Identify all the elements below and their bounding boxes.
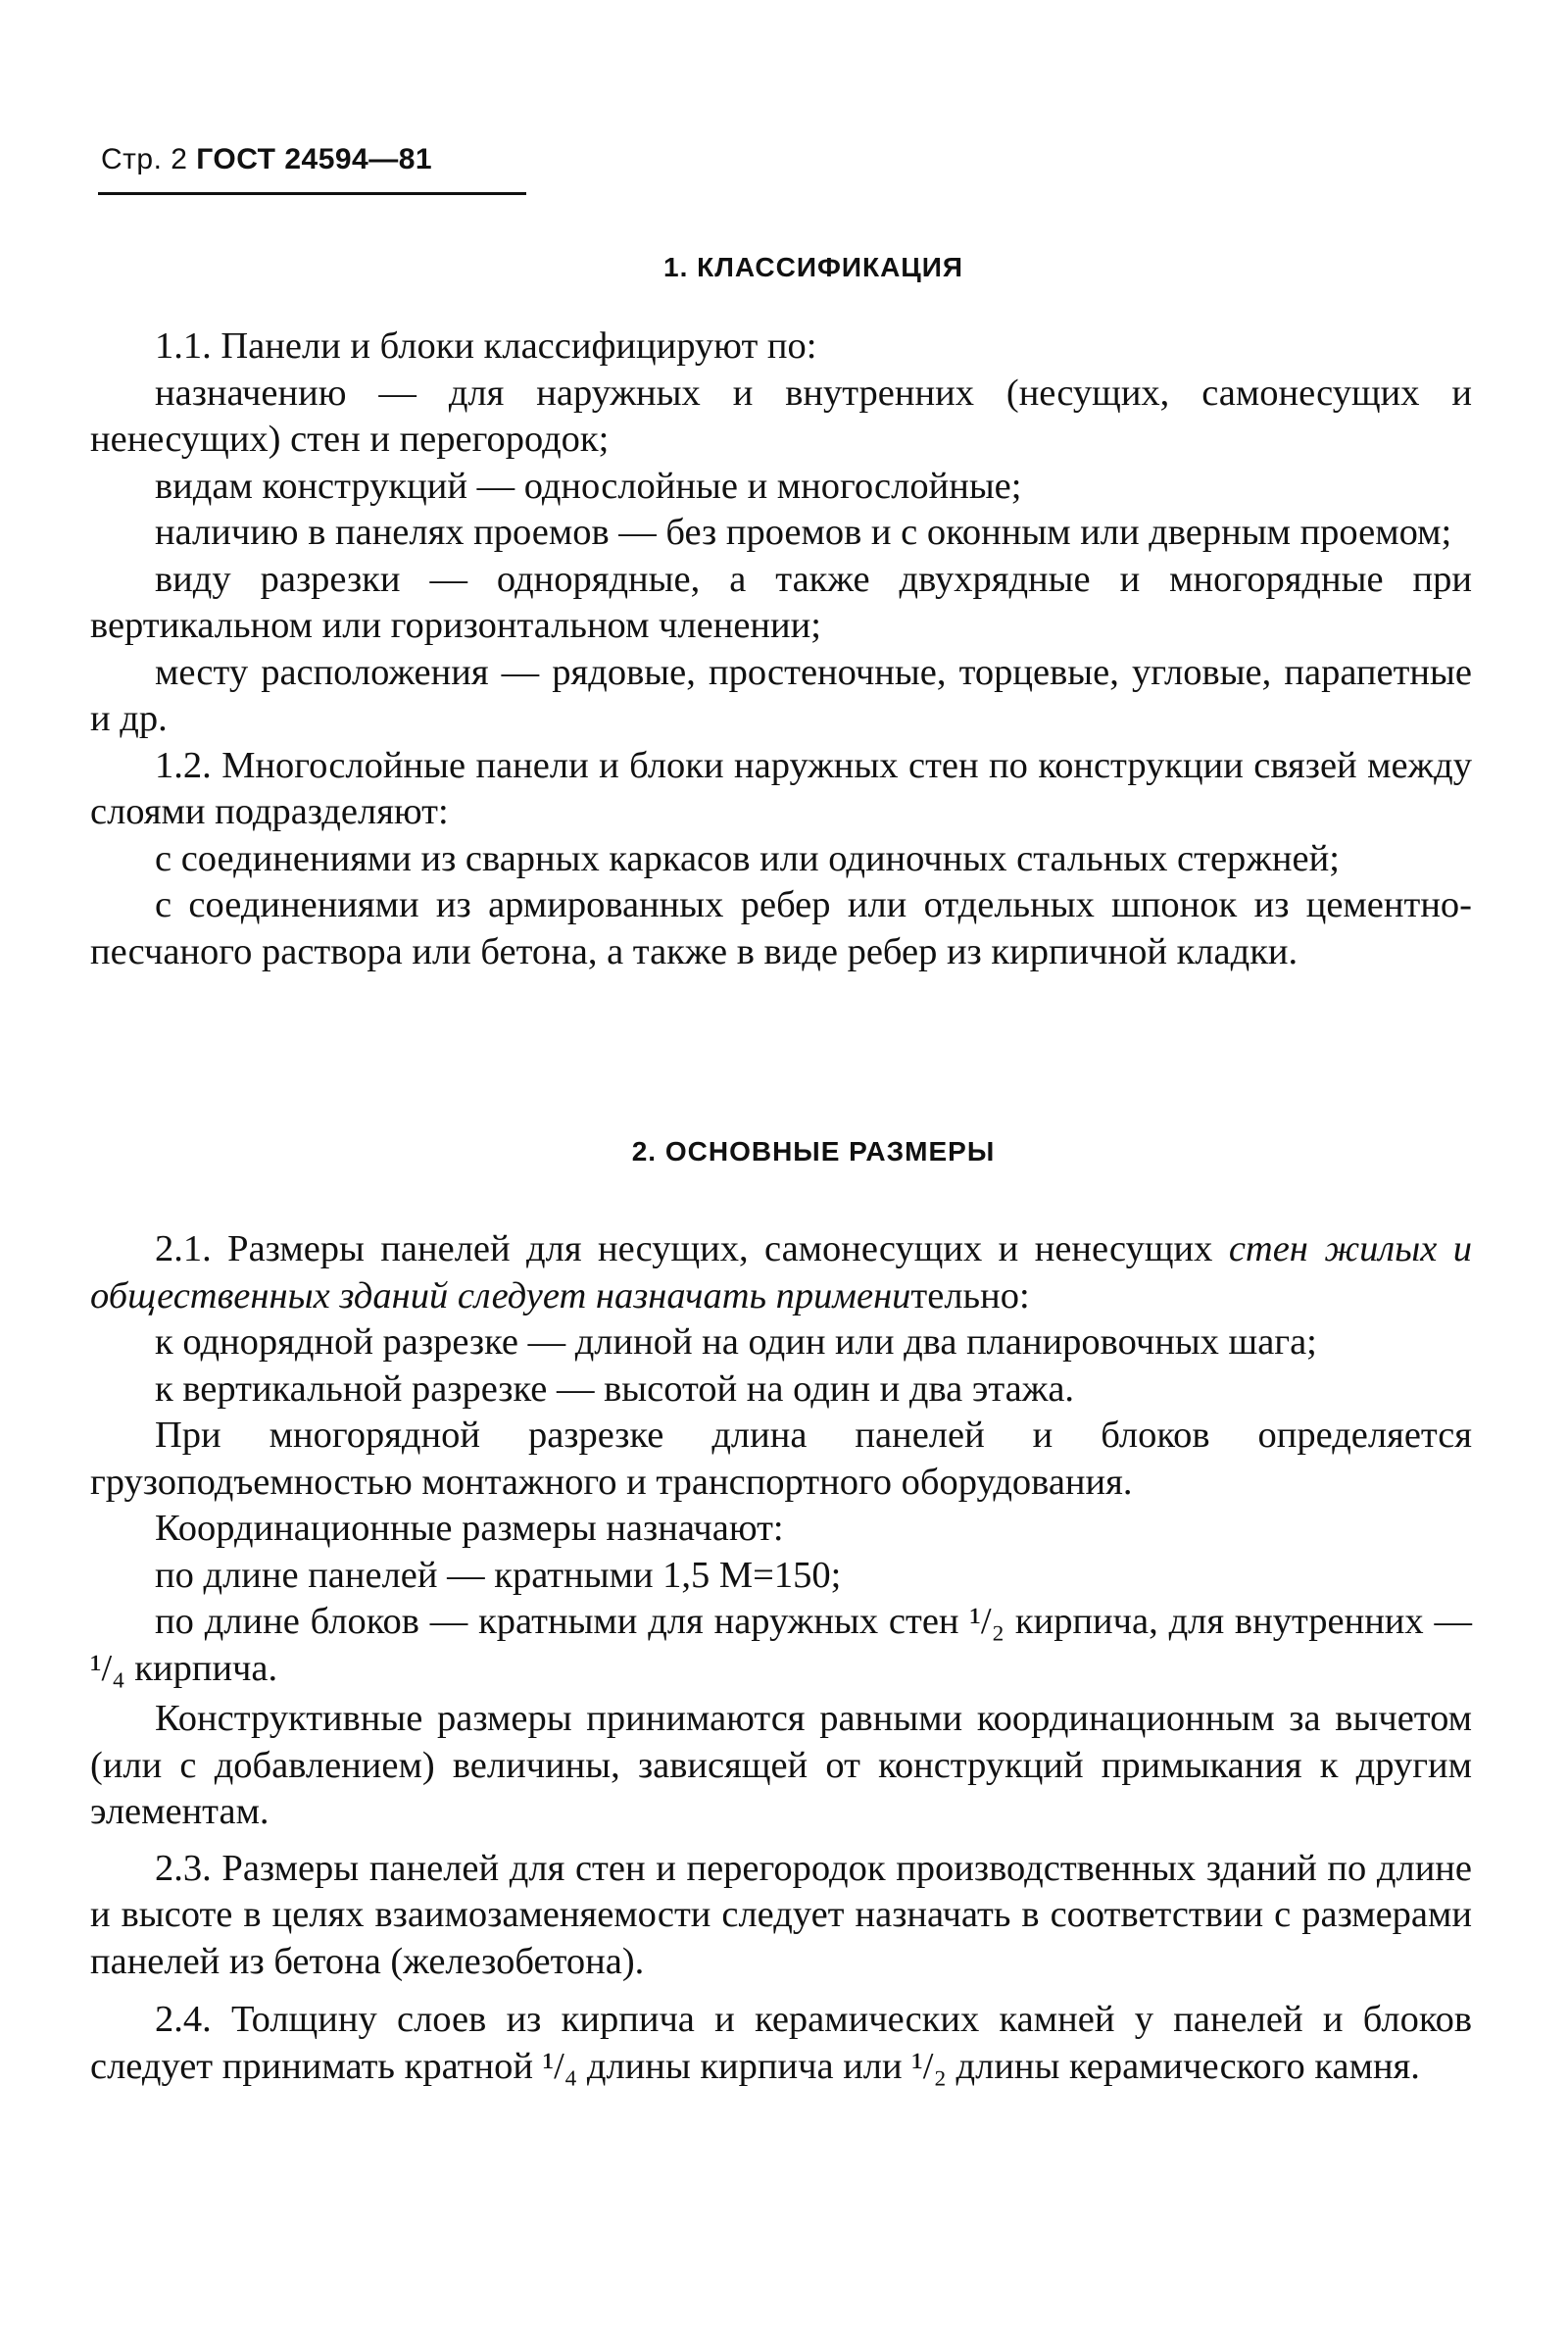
paragraph-1-1: 1.1. Панели и блоки классифицируют по: [155,325,817,367]
paragraph-2-1-single-row: к однорядной разрезке — длиной на один или два планировочных шага; [155,1321,1317,1363]
paragraph-1-1-purpose: назначению — для наружных и внутренних (несущих, самонесущих и ненесущих) стен и перегородок; [90,372,1472,460]
section-1-body [90,323,1472,975]
paragraph-2-4: 2.4. Толщину слоев из кирпича и керамических камней у панелей и блоков следует принимать кратной ¹/₄ длины кирпича или ¹/₂ длины керамического камня. [90,1999,1472,2087]
paragraph-2-2: Конструктивные размеры принимаются равными координационным за вычетом (или с добавлением) величины, зависящей от конструкций примыкания к другим элементам. [90,1698,1472,1832]
paragraph-2-1-italic: стен жилых и общественных зданий следует назначать примени [90,1228,1473,1316]
section-2-title: 2. ОСНОВНЫЕ РАЗМЕРЫ [631,1136,996,1167]
paragraph-1-1-construction: видам конструкций — однослойные и многослойные; [155,465,1022,507]
header-rule [98,192,526,195]
standard-number: ГОСТ 24594—81 [196,143,433,175]
paragraph-2-1-end: тельно: [910,1274,1030,1316]
paragraph-1-2-ribs: с соединениями из армированных ребер или отдельных шпонок из цементно-песчаного раствора или бетона, а также в виде ребер из кирпичной кладки. [90,884,1472,972]
page-header [101,143,432,176]
paragraph-1-2-welded: с соединениями из сварных каркасов или одиночных стальных стержней; [155,837,1340,879]
section-2-body [90,1226,1472,2090]
paragraph-2-1-multi-row: При многорядной разрезке длина панелей и блоков определяется грузоподъемностью монтажного и транспортного оборудования. [90,1415,1472,1503]
paragraph-2-1-block-length: по длине блоков — кратными для наружных стен ¹/₂ кирпича, для внутренних — ¹/₄ кирпича. [90,1601,1472,1689]
paragraph-2-1-vertical: к вертикальной разрезке — высотой на один и два этажа. [155,1367,1075,1410]
paragraph-2-1-coordination: Координационные размеры назначают: [155,1508,784,1549]
paragraph-2-1-panel-length: по длине панелей — кратными 1,5 М=150; [155,1554,842,1596]
section-1-title: 1. КЛАССИФИКАЦИЯ [663,252,963,282]
paragraph-2-3: 2.3. Размеры панелей для стен и перегородок производственных зданий по длине и высоте в целях взаимозаменяемости следует назначать в соответствии с размерами панелей из бетона (железобетона). [90,1847,1472,1982]
paragraph-2-1 [90,1226,1472,1319]
paragraph-1-1-cutting: виду разрезки — однорядные, а также двухрядные и многорядные при вертикальном или горизонтальном членении; [90,558,1472,646]
paragraph-1-1-location: месту расположения — рядовые, простеночные, торцевые, угловые, парапетные и др. [90,651,1472,739]
page-number: Стр. 2 [101,143,188,175]
paragraph-1-1-openings: наличию в панелях проемов — без проемов и с оконным или дверным проемом; [155,512,1452,553]
paragraph-2-1-start: 2.1. Размеры панелей для несущих, самонесущих и ненесущих [155,1228,1213,1269]
paragraph-1-2: 1.2. Многослойные панели и блоки наружных стен по конструкции связей между слоями подразделяют: [90,744,1472,832]
